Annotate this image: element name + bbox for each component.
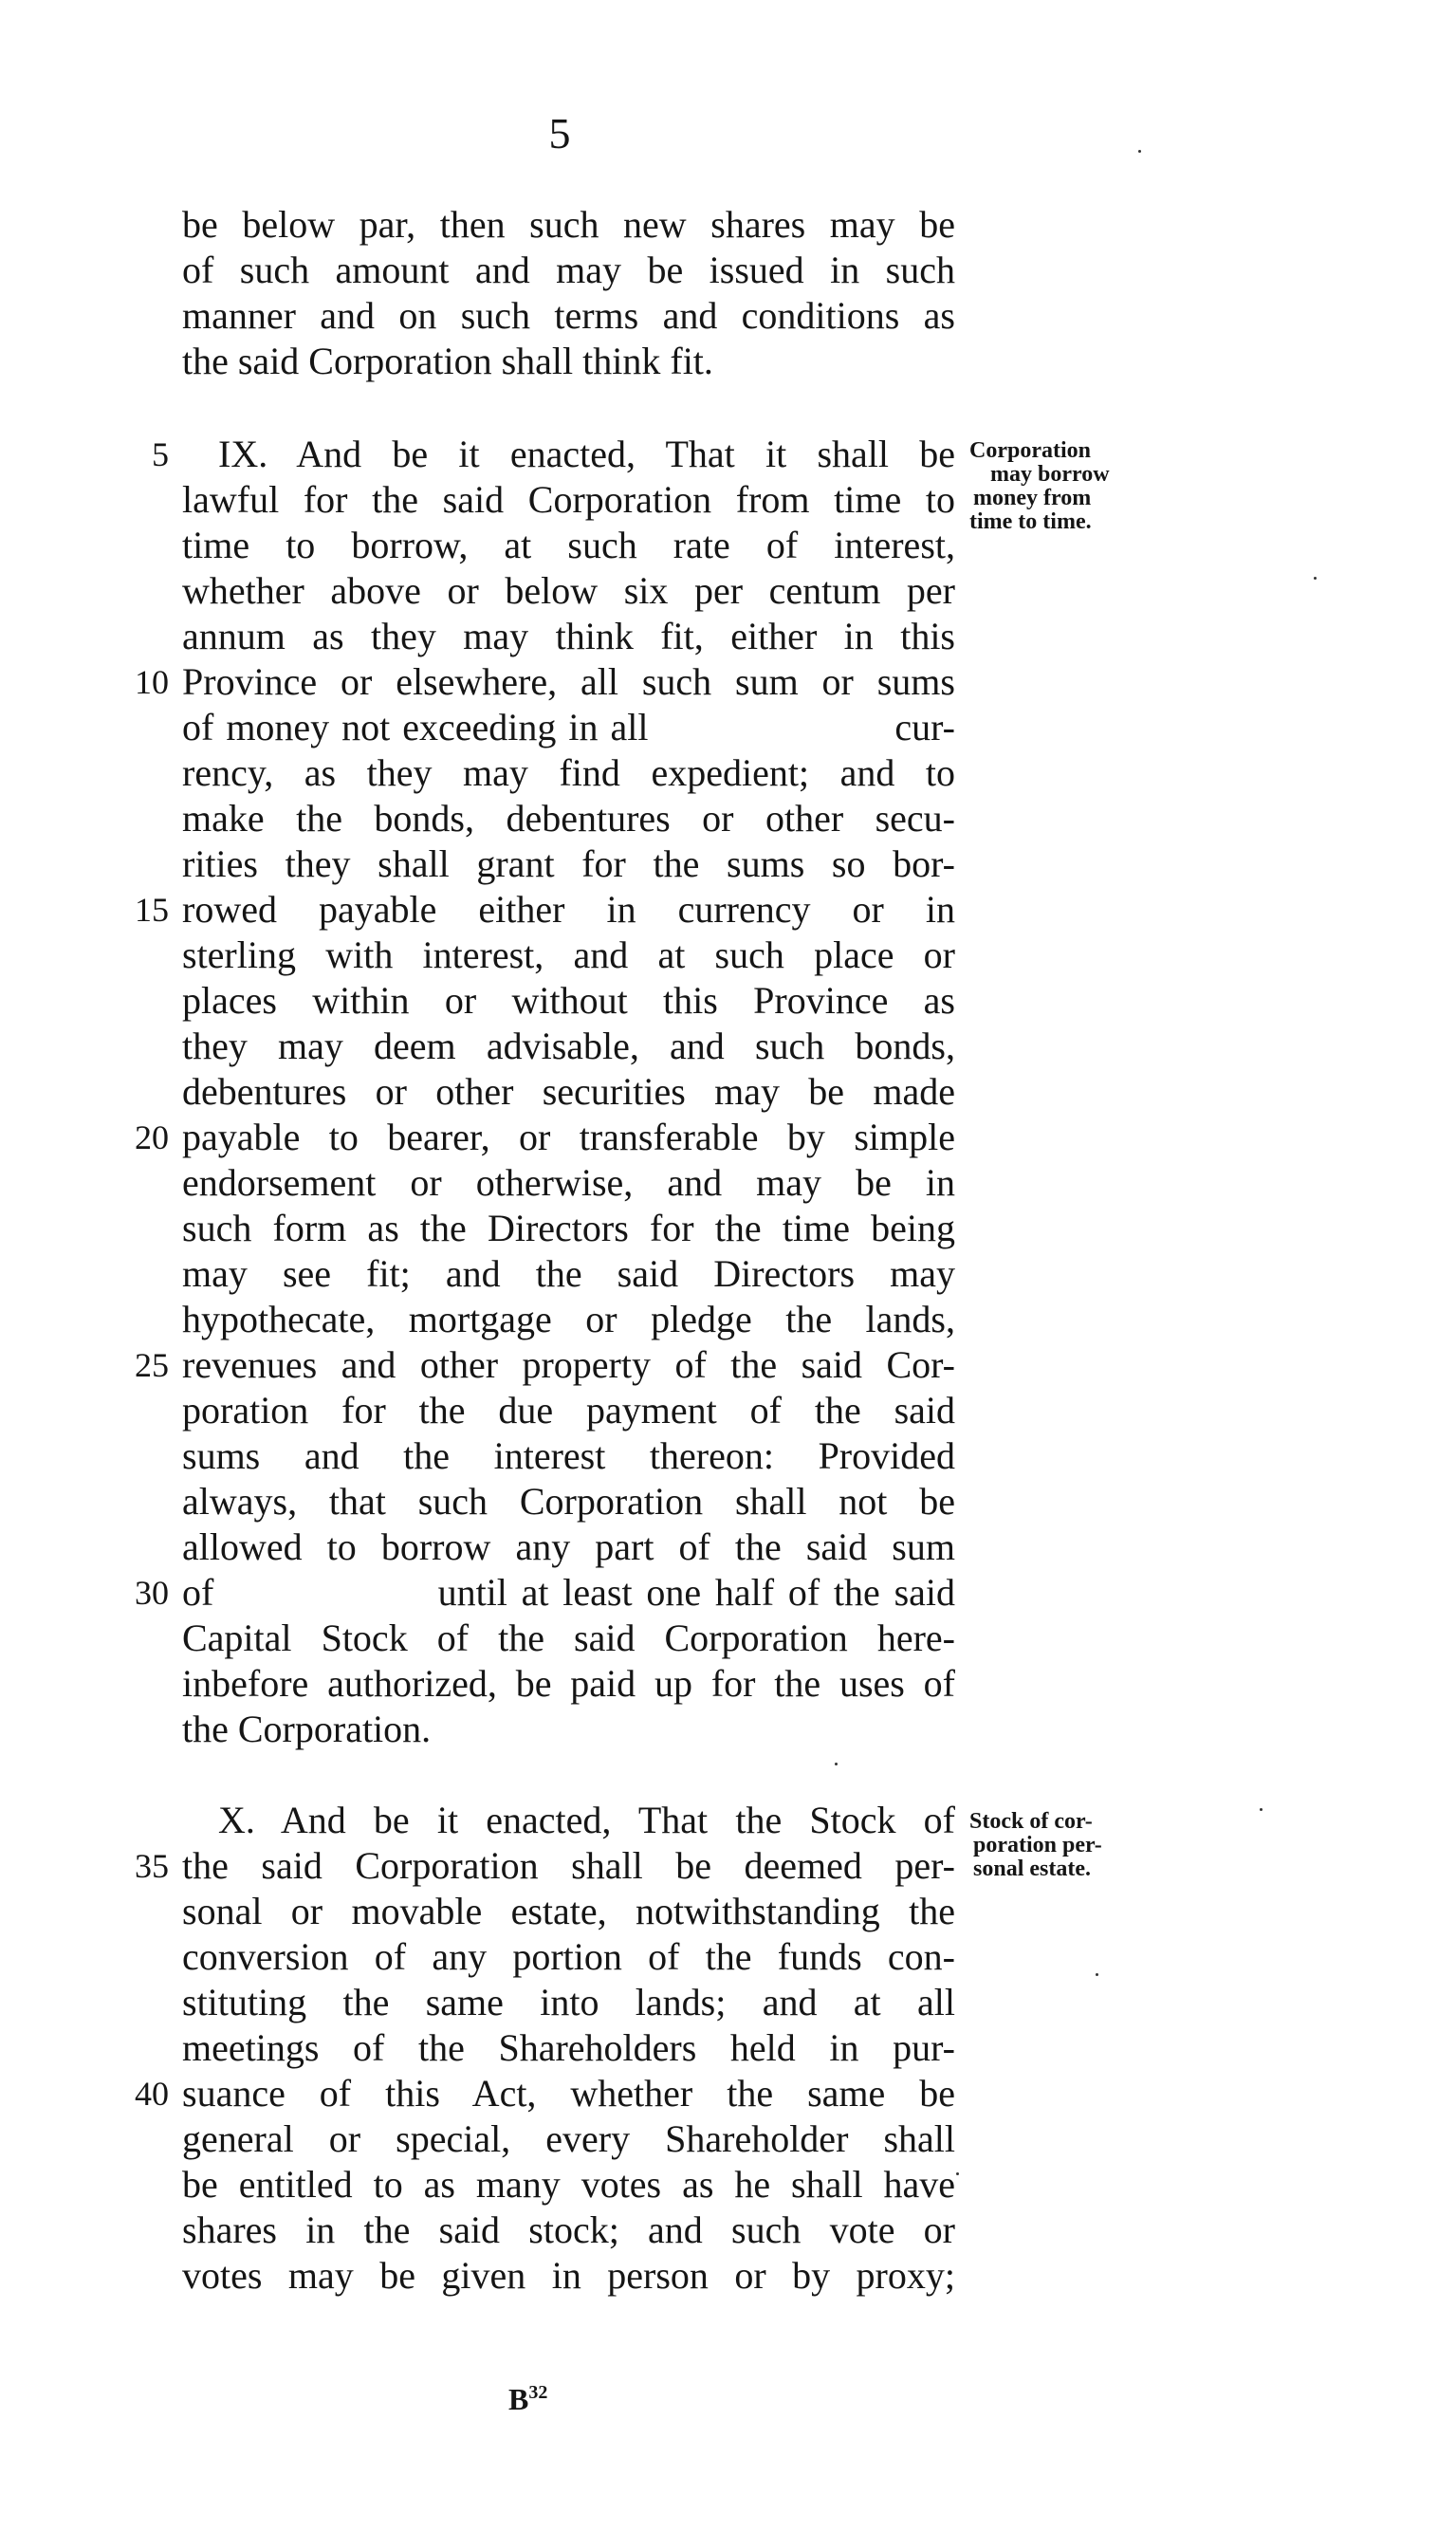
scan-speck — [1138, 150, 1141, 153]
body-line: rency, as they may find expedient; and to — [182, 751, 955, 794]
margin-note-borrowing — [969, 439, 1150, 534]
signature-mark — [508, 2383, 547, 2414]
body-line: sterling with interest, and at such place or — [182, 933, 955, 976]
line-number: 40 — [135, 2075, 169, 2113]
scan-speck — [1260, 1808, 1262, 1811]
body-line: Province or elsewhere, all such sum or sums — [182, 660, 955, 703]
line-number: 30 — [135, 1574, 169, 1612]
body-line: sonal or movable estate, notwithstanding the — [182, 1890, 955, 1932]
scan-speck — [1096, 1973, 1098, 1976]
body-line: endorsement or otherwise, and may be in — [182, 1161, 955, 1204]
margin-note-line: time to time. — [969, 509, 1092, 534]
body-line: allowed to borrow any part of the said sum — [182, 1525, 955, 1568]
margin-note-line: sonal estate. — [973, 1857, 1091, 1881]
body-line: revenues and other property of the said Cor- — [182, 1343, 955, 1386]
body-line: conversion of any portion of the funds con- — [182, 1935, 955, 1978]
body-line: be entitled to as many votes as he shall have — [182, 2163, 955, 2206]
body-line: whether above or below six per centum per — [182, 569, 955, 612]
line-number: 15 — [135, 891, 169, 929]
body-line: meetings of the Shareholders held in pur- — [182, 2026, 955, 2069]
margin-note-line: Stock of cor- — [969, 1809, 1093, 1834]
body-line: annum as they may think fit, either in this — [182, 615, 955, 657]
body-line: inbefore authorized, be paid up for the uses of — [182, 1662, 955, 1705]
body-line: votes may be given in person or by proxy; — [182, 2254, 955, 2297]
line-number: 25 — [135, 1346, 169, 1384]
margin-note-stock — [969, 1810, 1150, 1881]
body-line: sums and the interest thereon: Provided — [182, 1434, 955, 1477]
scan-speck — [956, 2172, 959, 2175]
body-line: of money not exceeding in all cur- — [182, 706, 955, 748]
body-line: of until at least one half of the said — [182, 1571, 955, 1614]
body-line: poration for the due payment of the said — [182, 1389, 955, 1432]
body-line: suance of this Act, whether the same be — [182, 2072, 955, 2115]
body-line: be below par, then such new shares may be — [182, 203, 955, 246]
body-line: they may deem advisable, and such bonds, — [182, 1025, 955, 1067]
body-line: stituting the same into lands; and at all — [182, 1981, 955, 2023]
line-number: 5 — [152, 435, 169, 473]
body-line: general or special, every Shareholder shall — [182, 2117, 955, 2160]
signature-letter: B — [508, 2382, 529, 2416]
body-line: rowed payable either in currency or in — [182, 888, 955, 931]
margin-note-line: money from — [973, 486, 1092, 510]
scan-speck — [1314, 577, 1317, 580]
body-line: payable to bearer, or transferable by simple — [182, 1116, 955, 1158]
body-line: the Corporation. — [182, 1708, 432, 1750]
body-line: may see fit; and the said Directors may — [182, 1252, 955, 1295]
page-number: 5 — [548, 109, 571, 157]
body-line: hypothecate, mortgage or pledge the lands, — [182, 1298, 955, 1340]
body-line: shares in the said stock; and such vote or — [182, 2208, 955, 2251]
body-line: such form as the Directors for the time being — [182, 1207, 955, 1249]
scan-speck — [835, 1763, 838, 1765]
body-line: lawful for the said Corporation from time to — [182, 478, 955, 521]
body-line: always, that such Corporation shall not be — [182, 1480, 955, 1523]
body-line: rities they shall grant for the sums so bor- — [182, 842, 955, 885]
margin-note-line: may borrow — [990, 462, 1110, 487]
body-line: of such amount and may be issued in such — [182, 249, 955, 291]
body-line: make the bonds, debentures or other secu- — [182, 797, 955, 840]
body-line: the said Corporation shall think fit. — [182, 340, 713, 382]
body-line: Capital Stock of the said Corporation here- — [182, 1617, 955, 1659]
section-ix-heading-line: IX. And be it enacted, That it shall be — [218, 433, 955, 475]
line-number: 10 — [135, 663, 169, 701]
body-line: the said Corporation shall be deemed per- — [182, 1844, 955, 1887]
margin-note-line: poration per- — [973, 1833, 1102, 1857]
line-number: 35 — [135, 1847, 169, 1885]
body-line: manner and on such terms and conditions as — [182, 294, 955, 337]
section-x-heading-line: X. And be it enacted, That the Stock of — [218, 1799, 955, 1841]
body-line: debentures or other securities may be made — [182, 1070, 955, 1113]
line-number: 20 — [135, 1118, 169, 1156]
margin-note-line: Corporation — [969, 438, 1091, 463]
body-line: places within or without this Province as — [182, 979, 955, 1022]
body-line: time to borrow, at such rate of interest, — [182, 524, 955, 566]
signature-number: 32 — [528, 2382, 548, 2403]
